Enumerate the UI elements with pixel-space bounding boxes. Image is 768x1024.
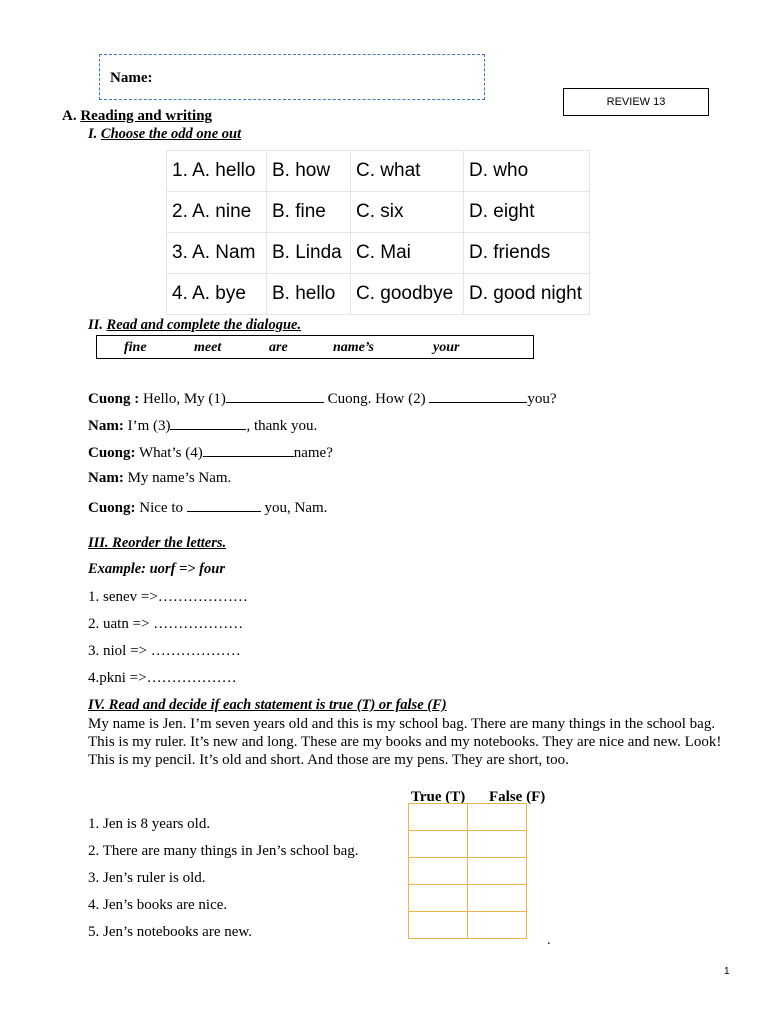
false-column-header: False (F)	[489, 789, 546, 805]
table-row	[409, 804, 527, 831]
table-row	[409, 858, 527, 885]
answer-blank-3[interactable]	[170, 415, 246, 430]
speaker: Cuong:	[88, 500, 136, 516]
answer-blank-2[interactable]	[429, 388, 527, 403]
table-cell: D. good night	[464, 274, 590, 315]
true-cell[interactable]	[409, 831, 468, 858]
part3-example: Example: uorf => four	[88, 561, 225, 577]
table-row	[167, 274, 590, 315]
false-cell[interactable]	[468, 831, 527, 858]
table-row	[409, 912, 527, 939]
dialogue-line-4	[88, 470, 231, 487]
table-cell: B. hello	[267, 274, 351, 315]
table-cell: D. friends	[464, 233, 590, 274]
table-cell: C. Mai	[351, 233, 464, 274]
true-cell[interactable]	[409, 858, 468, 885]
table-cell: 4. A. bye	[167, 274, 267, 315]
speaker: Cuong :	[88, 391, 140, 407]
dialogue-text: What’s (4)	[135, 445, 203, 461]
false-cell[interactable]	[468, 804, 527, 831]
reorder-item[interactable]: 4.pkni =>………………	[88, 670, 237, 686]
dialogue-text: Hello, My (1)	[139, 391, 226, 407]
part1-title: Choose the odd one out	[100, 126, 242, 142]
statement: 3. Jen’s ruler is old.	[88, 870, 206, 886]
word-bank-item: name’s	[333, 340, 374, 355]
part1-heading	[88, 126, 241, 143]
table-cell: B. Linda	[267, 233, 351, 274]
part3-title: III. Reorder the letters.	[88, 535, 227, 551]
table-row	[167, 233, 590, 274]
table-cell: 1. A. hello	[167, 151, 267, 192]
part4-title: IV. Read and decide if each statement is true (T) or false (F)	[88, 697, 447, 713]
table-cell: C. what	[351, 151, 464, 192]
table-row	[409, 885, 527, 912]
dialogue-text: Nice to	[135, 500, 187, 516]
false-cell[interactable]	[468, 885, 527, 912]
word-bank-item: meet	[194, 340, 222, 355]
word-bank-item: fine	[124, 340, 147, 355]
part3-heading	[88, 535, 226, 552]
odd-one-out-table	[166, 150, 590, 315]
part2-title: Read and complete the dialogue.	[106, 317, 302, 333]
statement: 2. There are many things in Jen’s school bag.	[88, 843, 359, 859]
page-number: 1	[724, 966, 730, 977]
dialogue-text: name?	[293, 445, 333, 461]
dialogue-line-1	[88, 388, 557, 408]
section-a-title: Reading and writing	[80, 108, 213, 124]
answer-blank-4[interactable]	[203, 442, 294, 457]
word-bank-item: your	[433, 340, 460, 355]
statement: 1. Jen is 8 years old.	[88, 816, 211, 832]
statement: 5. Jen’s notebooks are new.	[88, 924, 252, 940]
true-cell[interactable]	[409, 804, 468, 831]
table-cell: 2. A. nine	[167, 192, 267, 233]
statement: 4. Jen’s books are nice.	[88, 897, 228, 913]
dialogue-line-5	[88, 497, 327, 517]
word-bank	[96, 335, 534, 359]
part1-number: I.	[88, 126, 98, 142]
speaker: Nam:	[88, 470, 124, 486]
table-cell: 3. A. Nam	[167, 233, 267, 274]
reorder-item[interactable]: 2. uatn => ………………	[88, 616, 244, 632]
reorder-item[interactable]: 1. senev =>………………	[88, 589, 248, 605]
false-cell[interactable]	[468, 858, 527, 885]
table-cell: C. six	[351, 192, 464, 233]
answer-blank-1[interactable]	[226, 388, 324, 403]
dialogue-text: I’m (3)	[123, 418, 171, 434]
dialogue-line-3	[88, 442, 333, 462]
reorder-item[interactable]: 3. niol => ………………	[88, 643, 241, 659]
table-cell: C. goodbye	[351, 274, 464, 315]
answer-blank-5[interactable]	[187, 497, 261, 512]
true-cell[interactable]	[409, 912, 468, 939]
table-row	[409, 831, 527, 858]
review-label: REVIEW 13	[606, 96, 666, 108]
table-cell: B. how	[267, 151, 351, 192]
dialogue-text: you?	[527, 391, 557, 407]
name-box[interactable]	[99, 54, 485, 100]
name-label: Name:	[110, 70, 153, 86]
table-row	[167, 151, 590, 192]
speaker: Cuong:	[88, 445, 136, 461]
false-cell[interactable]	[468, 912, 527, 939]
true-false-table	[408, 803, 527, 939]
part2-number: II.	[88, 317, 103, 333]
word-bank-item: are	[269, 340, 288, 355]
true-column-header: True (T)	[411, 789, 466, 805]
trailing-mark: .	[547, 933, 551, 948]
section-a-prefix: A.	[62, 108, 77, 124]
table-cell: D. eight	[464, 192, 590, 233]
section-a-heading	[62, 108, 212, 125]
reading-passage: My name is Jen. I’m seven years old and this is my school bag. There are many things in the school bag. This is my ruler. It’s new and long. These are my books and my notebooks. They are nice and new. Look! This is my pencil. It’s old and short. And those are my pens. They are short, too.	[88, 716, 722, 768]
dialogue-text: My name’s Nam.	[123, 470, 232, 486]
true-cell[interactable]	[409, 885, 468, 912]
speaker: Nam:	[88, 418, 124, 434]
part4-heading	[88, 697, 447, 714]
review-label-box	[563, 88, 709, 116]
dialogue-text: , thank you.	[246, 418, 318, 434]
part2-heading	[88, 317, 301, 334]
dialogue-text: you, Nam.	[260, 500, 328, 516]
dialogue-text: Cuong. How (2)	[323, 391, 430, 407]
table-cell: D. who	[464, 151, 590, 192]
table-cell: B. fine	[267, 192, 351, 233]
table-row	[167, 192, 590, 233]
dialogue-line-2	[88, 415, 317, 435]
